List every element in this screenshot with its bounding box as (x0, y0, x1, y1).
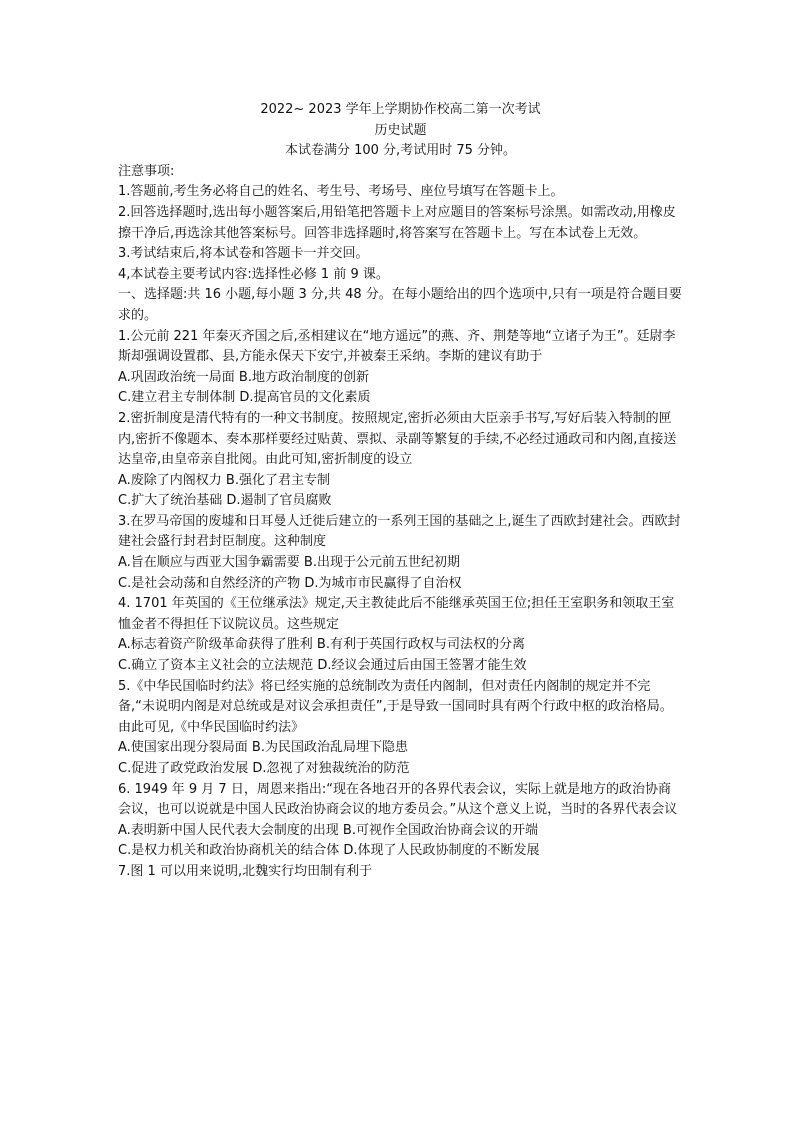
question-options-row: A.标志着资产阶级革命获得了胜利 B.有利于英国行政权与司法权的分离 (118, 637, 525, 653)
question-stem: 2.密折制度是清代特有的一种文书制度。按照规定,密折必须由大臣亲手书写,写好后装入特制的匣内,密折不像题本、奏本那样要经过贴黄、票拟、录副等繁复的手续,不必经过通政司和内阁,直接送达皇帝,由皇帝亲自批阅。由此可知,密折制度的设立 (118, 410, 677, 468)
exam-subject: 历史试题 (374, 122, 427, 138)
note-item: 4,本试卷主要考试内容:选择性必修 1 前 9 课。 (118, 266, 389, 282)
question-options-row: C.扩大了统治基础 D.遏制了官员腐败 (118, 493, 332, 509)
note-item: 3.考试结束后,将本试卷和答题卡一并交回。 (118, 246, 369, 262)
question-options-row: C.促进了政党政治发展 D.忽视了对独裁统治的防范 (118, 761, 410, 776)
question-6 (118, 780, 683, 862)
question-stem: 1.公元前 221 年秦灭齐国之后,丞相建议在“地方遥远”的燕、齐、荆楚等地“立诸子为王”。廷尉李斯却强调设置郡、县,方能永保天下安宁,并被秦王采纳。李斯的建议有助于 (118, 328, 676, 365)
notes-heading: 注意事项: (118, 163, 175, 179)
question-stem: 3.在罗马帝国的废墟和日耳曼人迁徙后建立的一系列王国的基础之上,诞生了西欧封建社会。西欧封建社会盛行封君封臣制度。这种制度 (118, 513, 681, 550)
question-stem: 4. 1701 年英国的《王位继承法》规定,天主教徒此后不能继承英国王位;担任王室职务和领取王室恤金者不得担任下议院议员。这些规定 (118, 596, 675, 632)
question-stem: 5.《中华民国临时约法》将已经实施的总统制改为责任内阁制，但对责任内阁制的规定并不完备,“未说明内阁是对总统或是对议会承担责任”,于是导致一国同时具有两个行政中枢的政治格局。由此可见,《中华民国临时约法》 (118, 678, 673, 735)
question-options-row: A.废除了内阁权力 B.强化了君主专制 (118, 472, 330, 488)
note-item: 2.回答选择题时,选出每小题答案后,用铅笔把答题卡上对应题目的答案标号涂黑。如需改动,用橡皮擦干净后,再选涂其他答案标号。回答非选择题时,将答案写在答题卡上。写在本试卷上无效。 (118, 204, 676, 241)
question-7 (118, 862, 683, 883)
section-heading: 一、选择题:共 16 小题,每小题 3 分,共 48 分。在每小题给出的四个选项中,只有一项是符合题目要求的。 (118, 287, 682, 323)
question-5 (118, 677, 683, 780)
question-options-row: A.旨在顺应与西亚大国争霸需要 B.出现于公元前五世纪初期 (118, 555, 460, 571)
question-1 (118, 327, 683, 409)
note-item: 1.答题前,考生务必将自己的姓名、考生号、考场号、座位号填写在答题卡上。 (118, 184, 564, 200)
question-options-row: A.使国家出现分裂局面 B.为民国政治乱局埋下隐患 (118, 740, 408, 756)
exam-info: 本试卷满分 100 分,考试用时 75 分钟。 (284, 143, 517, 159)
question-stem: 7.图 1 可以用来说明,北魏实行均田制有利于 (118, 863, 373, 879)
question-options-row: C.建立君主专制体制 D.提高官员的文化素质 (118, 390, 371, 406)
question-stem: 6. 1949 年 9 月 7 日，周恩来指出:“现在各地召开的各界代表会议，实际上就是地方的政治协商会议，也可以说就是中国人民政治协商会议的地方委员会。”从这个意义上说，当时的各界代表会议 (118, 781, 678, 818)
question-options-row: C.是权力机关和政治协商机关的结合体 D.体现了人民政协制度的不断发展 (118, 843, 540, 859)
question-options-row: C.是社会动荡和自然经济的产物 D.为城市市民赢得了自治权 (118, 575, 462, 591)
question-4 (118, 594, 683, 676)
question-2 (118, 409, 683, 512)
question-options-row: A.巩固政治统一局面 B.地方政治制度的创新 (118, 369, 369, 385)
question-3 (118, 512, 683, 594)
question-options-row: A.表明新中国人民代表大会制度的出现 B.可视作全国政治协商会议的开端 (118, 822, 538, 838)
question-options-row: C.确立了资本主义社会的立法规范 D.经议会通过后由国王签署才能生效 (118, 658, 527, 674)
exam-title: 2022~ 2023 学年上学期协作校高二第一次考试 (260, 102, 541, 117)
exam-page (118, 100, 683, 883)
